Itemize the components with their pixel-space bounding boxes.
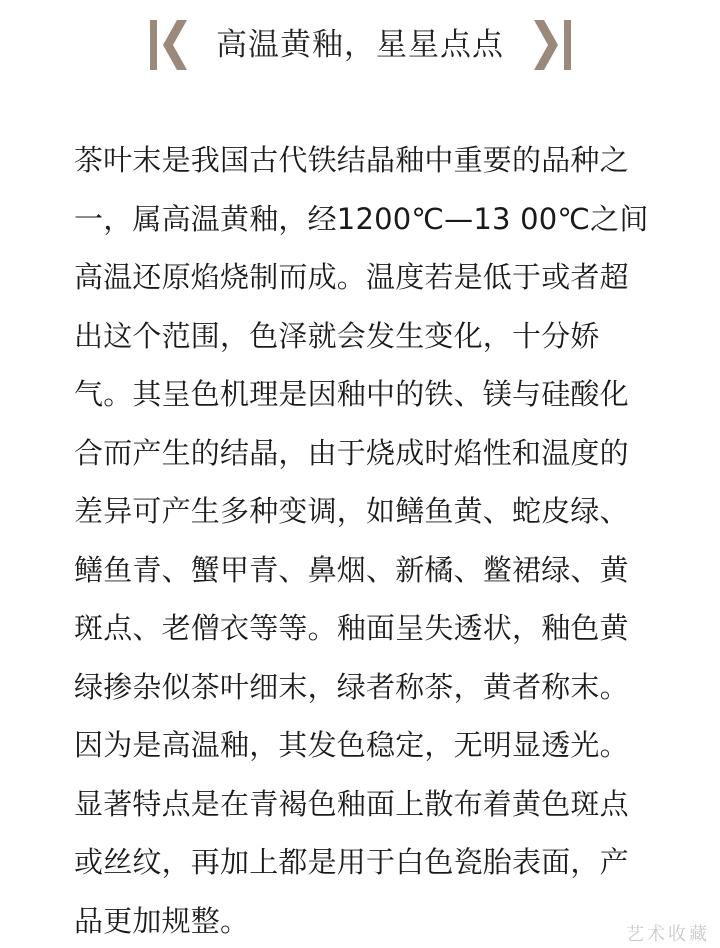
chevron-right-icon (534, 20, 558, 70)
article-line: 合而产生的结晶，由于烧成时焰性和温度的 (74, 435, 629, 470)
header-left-bar (150, 20, 157, 70)
article-line: 因为是高温釉，其发色稳定，无明显透光。 (74, 728, 629, 762)
article-line: 绿掺杂似茶叶细末，绿者称茶，黄者称末。 (74, 669, 629, 704)
chevron-left-icon (163, 20, 187, 70)
article-line: 一，属高温黄釉，经1200℃—13 00℃之间 (74, 201, 649, 236)
article-line: 气。其呈色机理是因釉中的铁、镁与硅酸化 (74, 377, 629, 411)
header-right-bar (564, 20, 571, 70)
section-title: 高温黄釉，星星点点 (216, 27, 504, 63)
article-line: 显著特点是在青褐色釉面上散布着黄色斑点 (74, 786, 629, 821)
article-line: 出这个范围，色泽就会发生变化，十分娇 (74, 318, 600, 353)
article-line: 差异可产生多种变调，如鳝鱼黄、蛇皮绿、 (74, 494, 629, 528)
article-line: 品更加规整。 (74, 903, 250, 938)
section-header (0, 14, 720, 76)
article-line: 茶叶末是我国古代铁结晶釉中重要的品种之 (74, 143, 629, 177)
article-line: 或丝纹，再加上都是用于白色瓷胎表面，产 (74, 845, 629, 879)
article-line: 高温还原焰烧制而成。温度若是低于或者超 (74, 260, 629, 294)
article-line: 鳝鱼青、蟹甲青、鼻烟、新橘、鳖裙绿、黄 (74, 552, 629, 587)
watermark: 艺术收藏 (626, 924, 710, 945)
article-line: 斑点、老僧衣等等。釉面呈失透状，釉色黄 (74, 611, 629, 645)
article-body (74, 131, 664, 948)
